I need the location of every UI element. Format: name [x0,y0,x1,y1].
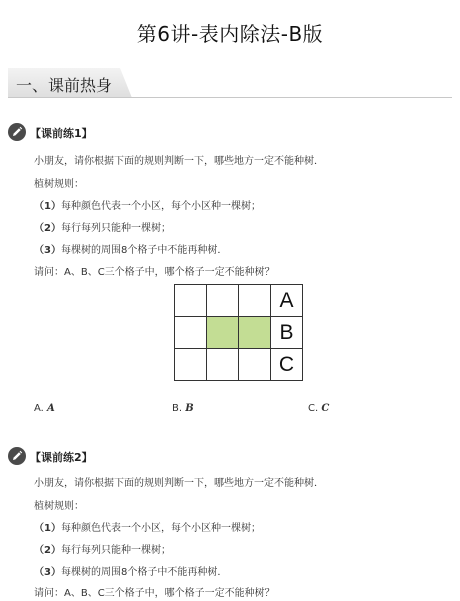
rule-text: 每棵树的周围8个格子中不能再种树． [60,245,228,256]
grid-cell [239,285,271,317]
grid-cell [207,349,239,381]
exercise-1 [8,122,452,278]
rule-number: （2） [34,223,61,234]
exercise-2-rule-2 [34,541,171,556]
option-a[interactable] [34,403,55,414]
exercise-2-title: 【课前练2】 [30,451,93,464]
rule-number: （1） [34,201,61,212]
rule-number: （3） [34,567,61,578]
exercise-2-rule-3 [34,563,227,578]
option-label: B. [172,403,186,414]
grid-cell-highlighted [239,317,271,349]
grid-cell [239,349,271,381]
grid-cell [175,349,207,381]
option-b[interactable] [172,403,194,414]
answer-options [0,403,460,419]
rule-text: 每行每列只能种一棵树； [60,545,171,556]
exercise-2-header [8,446,452,468]
exercise-1-rules-title: 植树规则： [34,179,84,190]
exercise-1-header [8,122,452,144]
exercise-2-question: 请问：A、B、C三个格子中，哪个格子一定不能种树？ [34,588,275,599]
grid-cell-b: B [271,317,303,349]
section-title: 一、课前热身 [16,76,113,95]
grid-cell-highlighted [207,317,239,349]
pencil-icon [8,447,26,465]
rule-text: 每种颜色代表一个小区，每个小区种一棵树； [60,201,261,212]
option-c[interactable] [308,403,329,414]
rule-number: （2） [34,545,61,556]
rule-number: （3） [34,245,61,256]
grid-cell [207,285,239,317]
grid-cell-a: A [271,285,303,317]
rule-text: 每行每列只能种一棵树； [60,223,171,234]
grid-cell [175,317,207,349]
exercise-1-rule-3 [34,241,227,256]
exercise-1-question: 请问：A、B、C三个格子中，哪个格子一定不能种树？ [34,267,275,278]
exercise-1-title: 【课前练1】 [30,127,93,140]
tree-grid [174,284,303,381]
grid-row [175,317,303,349]
rule-text: 每种颜色代表一个小区，每个小区种一棵树； [60,523,261,534]
section-header [8,68,452,98]
page-title: 第6讲-表内除法-B版 [136,22,324,46]
option-label: A. [34,403,48,414]
option-value: B [185,403,194,414]
option-value: A [47,403,55,414]
exercise-2-intro: 小朋友，请你根据下面的规则判断一下，哪些地方一定不能种树． [34,478,324,489]
rule-text: 每棵树的周围8个格子中不能再种树． [60,567,228,578]
exercise-2-rules-title: 植树规则： [34,501,84,512]
exercise-1-intro: 小朋友，请你根据下面的规则判断一下，哪些地方一定不能种树． [34,156,324,167]
exercise-1-rule-2 [34,219,171,234]
section-divider [8,97,452,98]
grid-row [175,349,303,381]
option-value: C [321,403,330,414]
exercise-1-rule-1 [34,197,261,212]
exercise-2 [8,446,452,599]
rule-number: （1） [34,523,61,534]
exercise-2-rule-1 [34,519,261,534]
grid-cell-c: C [271,349,303,381]
grid-row [175,285,303,317]
grid-cell [175,285,207,317]
option-label: C. [308,403,322,414]
pencil-icon [8,123,26,141]
